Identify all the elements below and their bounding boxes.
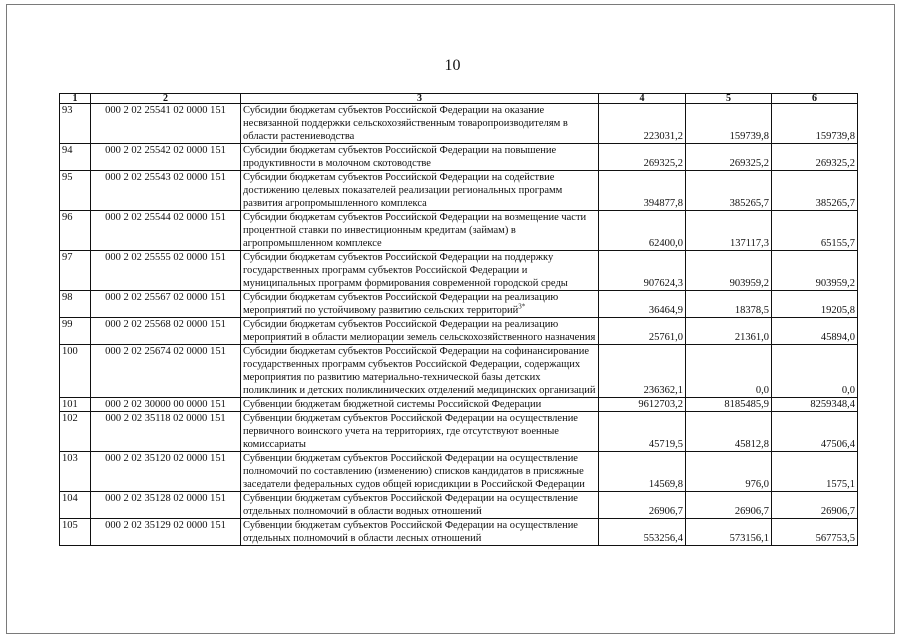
row-value-col5: 45812,8 <box>686 412 772 452</box>
row-number: 95 <box>60 171 91 211</box>
row-number: 104 <box>60 492 91 519</box>
row-code: 000 2 02 25674 02 0000 151 <box>91 345 241 398</box>
row-value-col4: 25761,0 <box>599 318 686 345</box>
row-value-col6: 19205,8 <box>772 291 858 318</box>
row-value-col6: 65155,7 <box>772 211 858 251</box>
row-name: Субвенции бюджетам субъектов Российской Федерации на осуществление полномочий по составлению (изменению) списков кандидатов в присяжные заседатели федеральных судов общей юрисдикции в Российской Федерации <box>241 452 599 492</box>
row-value-col5: 0,0 <box>686 345 772 398</box>
row-code: 000 2 02 25542 02 0000 151 <box>91 144 241 171</box>
row-code: 000 2 02 35120 02 0000 151 <box>91 452 241 492</box>
table-row <box>60 104 858 144</box>
row-name: Субсидии бюджетам субъектов Российской Федерации на повышение продуктивности в молочном скотоводстве <box>241 144 599 171</box>
row-code: 000 2 02 25567 02 0000 151 <box>91 291 241 318</box>
table-row <box>60 492 858 519</box>
row-name: Субсидии бюджетам субъектов Российской Федерации на реализацию мероприятий в области мелиорации земель сельскохозяйственного назначения <box>241 318 599 345</box>
page-number: 10 <box>444 57 461 74</box>
table-row <box>60 452 858 492</box>
row-value-col4: 553256,4 <box>599 519 686 546</box>
row-value-col5: 26906,7 <box>686 492 772 519</box>
table-row <box>60 211 858 251</box>
row-name-text: Субсидии бюджетам субъектов Российской Федерации на реализацию мероприятий по устойчивому развитию сельских территорий <box>243 292 559 316</box>
row-name: Субсидии бюджетам субъектов Российской Федерации на возмещение части процентной ставки по инвестиционным кредитам (займам) в агропромышленном комплексе <box>241 211 599 251</box>
row-value-col6: 0,0 <box>772 345 858 398</box>
row-number: 103 <box>60 452 91 492</box>
header-col-2: 2 <box>91 94 241 104</box>
row-value-col4: 9612703,2 <box>599 398 686 412</box>
row-value-col6: 385265,7 <box>772 171 858 211</box>
budget-table <box>59 93 858 546</box>
row-name: Субвенции бюджетам субъектов Российской Федерации на осуществление первичного воинского учета на территориях, где отсутствуют военные комиссариаты <box>241 412 599 452</box>
row-name: Субвенции бюджетам субъектов Российской Федерации на осуществление отдельных полномочий в области лесных отношений <box>241 519 599 546</box>
row-name <box>241 291 599 318</box>
table-row <box>60 519 858 546</box>
row-value-col4: 26906,7 <box>599 492 686 519</box>
row-name: Субсидии бюджетам субъектов Российской Федерации на оказание несвязанной поддержки сельскохозяйственным товаропроизводителям в области растениеводства <box>241 104 599 144</box>
row-code: 000 2 02 25541 02 0000 151 <box>91 104 241 144</box>
row-value-col4: 223031,2 <box>599 104 686 144</box>
row-code: 000 2 02 25543 02 0000 151 <box>91 171 241 211</box>
row-value-col6: 1575,1 <box>772 452 858 492</box>
row-number: 101 <box>60 398 91 412</box>
header-col-5: 5 <box>686 94 772 104</box>
row-value-col5: 8185485,9 <box>686 398 772 412</box>
table-row <box>60 251 858 291</box>
row-value-col4: 45719,5 <box>599 412 686 452</box>
row-name: Субсидии бюджетам субъектов Российской Федерации на содействие достижению целевых показателей реализации региональных программ развития агропромышленного комплекса <box>241 171 599 211</box>
table-row <box>60 345 858 398</box>
row-value-col5: 903959,2 <box>686 251 772 291</box>
header-row <box>60 94 858 104</box>
row-value-col5: 385265,7 <box>686 171 772 211</box>
row-number: 97 <box>60 251 91 291</box>
row-value-col6: 903959,2 <box>772 251 858 291</box>
table-row <box>60 291 858 318</box>
row-value-col5: 159739,8 <box>686 104 772 144</box>
header-col-3: 3 <box>241 94 599 104</box>
row-number: 94 <box>60 144 91 171</box>
row-number: 105 <box>60 519 91 546</box>
row-code: 000 2 02 25568 02 0000 151 <box>91 318 241 345</box>
row-code: 000 2 02 35129 02 0000 151 <box>91 519 241 546</box>
table-row <box>60 171 858 211</box>
row-value-col5: 21361,0 <box>686 318 772 345</box>
row-value-col4: 907624,3 <box>599 251 686 291</box>
row-name: Субвенции бюджетам бюджетной системы Российской Федерации <box>241 398 599 412</box>
row-number: 98 <box>60 291 91 318</box>
table-row <box>60 318 858 345</box>
table-row <box>60 144 858 171</box>
row-value-col5: 976,0 <box>686 452 772 492</box>
row-value-col6: 269325,2 <box>772 144 858 171</box>
row-code: 000 2 02 35128 02 0000 151 <box>91 492 241 519</box>
row-value-col4: 236362,1 <box>599 345 686 398</box>
row-value-col6: 567753,5 <box>772 519 858 546</box>
row-value-col6: 47506,4 <box>772 412 858 452</box>
table-row <box>60 412 858 452</box>
footnote-marker: 3* <box>518 302 526 311</box>
row-value-col6: 8259348,4 <box>772 398 858 412</box>
header-col-6: 6 <box>772 94 858 104</box>
row-value-col4: 14569,8 <box>599 452 686 492</box>
row-value-col6: 159739,8 <box>772 104 858 144</box>
row-code: 000 2 02 25544 02 0000 151 <box>91 211 241 251</box>
row-value-col6: 45894,0 <box>772 318 858 345</box>
row-code: 000 2 02 25555 02 0000 151 <box>91 251 241 291</box>
row-value-col6: 26906,7 <box>772 492 858 519</box>
row-code: 000 2 02 30000 00 0000 151 <box>91 398 241 412</box>
header-col-4: 4 <box>599 94 686 104</box>
row-name: Субсидии бюджетам субъектов Российской Федерации на софинансирование государственных программ субъектов Российской Федерации, содержащих мероприятия по развитию материально-технической базы детских поликлиник и детских поликлинических отделений медицинских организаций <box>241 345 599 398</box>
row-value-col4: 62400,0 <box>599 211 686 251</box>
row-number: 102 <box>60 412 91 452</box>
row-value-col5: 269325,2 <box>686 144 772 171</box>
row-number: 100 <box>60 345 91 398</box>
row-value-col4: 36464,9 <box>599 291 686 318</box>
row-name: Субвенции бюджетам субъектов Российской Федерации на осуществление отдельных полномочий в области водных отношений <box>241 492 599 519</box>
table-row <box>60 398 858 412</box>
row-number: 99 <box>60 318 91 345</box>
header-col-1: 1 <box>60 94 91 104</box>
row-value-col5: 573156,1 <box>686 519 772 546</box>
row-value-col5: 137117,3 <box>686 211 772 251</box>
row-number: 96 <box>60 211 91 251</box>
row-value-col4: 269325,2 <box>599 144 686 171</box>
row-value-col4: 394877,8 <box>599 171 686 211</box>
row-name: Субсидии бюджетам субъектов Российской Федерации на поддержку государственных программ субъектов Российской Федерации и муниципальных программ формирования современной городской среды <box>241 251 599 291</box>
row-number: 93 <box>60 104 91 144</box>
row-code: 000 2 02 35118 02 0000 151 <box>91 412 241 452</box>
row-value-col5: 18378,5 <box>686 291 772 318</box>
